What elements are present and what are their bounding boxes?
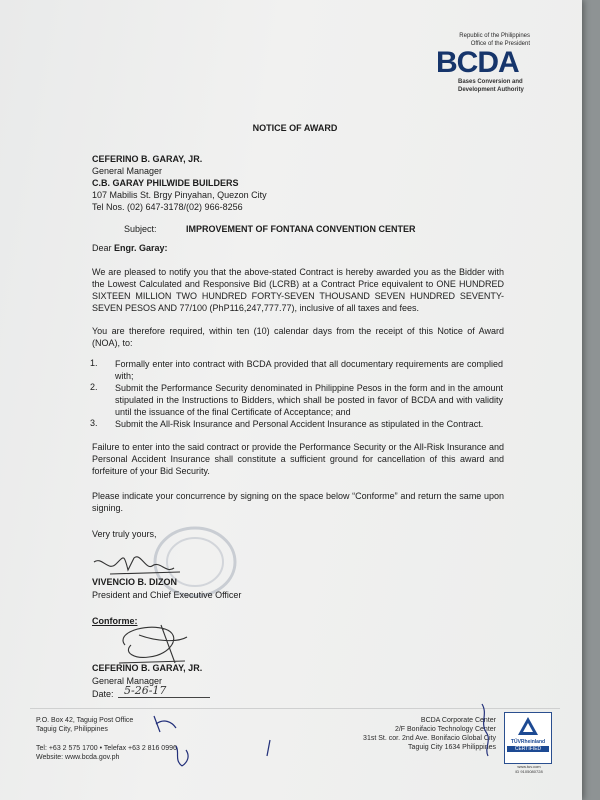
recipient-name: CEFERINO B. GARAY, JR.	[92, 154, 203, 164]
footer-building: 2/F Bonifacio Technology Center	[394, 726, 496, 733]
footer-city: Taguig City, Philippines	[36, 726, 108, 733]
paragraph-award: We are pleased to notify you that the above-stated Contract is hereby awarded you as the Bidder with the Lowest Calculated and Responsive Bid (LCRB) at a Contract Price equivalent to ONE HUNDRED SIXTEEN MILLION TWO HUNDRED FORTY-SEVEN THOUSAND SEVEN HUNDRED SEVENTY-SEVEN PESOS AND 77/100 (PhP116,247,777.77), inclusive of all taxes and fees.	[92, 267, 504, 313]
recipient-tel: Tel Nos. (02) 647-3178/(02) 966-8256	[92, 202, 243, 212]
certification-status: CERTIFIED	[507, 746, 549, 752]
paragraph-concurrence: Please indicate your concurrence by signing on the space below “Conforme” and return the same upon signing.	[92, 491, 504, 513]
org-line-1: Bases Conversion and	[458, 79, 523, 85]
conforme-name: CEFERINO B. GARAY, JR.	[92, 663, 203, 673]
salutation	[92, 242, 168, 254]
recipient-position: General Manager	[92, 166, 163, 176]
conforme-date-label: Date:	[92, 689, 114, 699]
certification-url: www.tuv.com	[517, 764, 541, 769]
paragraph-requirements: You are therefore required, within ten (10) calendar days from the receipt of this Notice of Award (NOA), to:	[92, 326, 504, 348]
signatory-title: President and Chief Executive Officer	[92, 590, 242, 600]
list-item-number: 2.	[90, 382, 98, 392]
logo-text: BCDA	[436, 46, 519, 79]
org-line-2: Development Authority	[458, 87, 524, 93]
paragraph-failure: Failure to enter into the said contract or provide the Performance Security or the All-Risk Insurance and Personal Accident Insurance shall constitute a sufficient ground for cancellation of this award and forfeiture of your Bid Security.	[92, 442, 504, 476]
list-item-text: Formally enter into contract with BCDA provided that all documentary requirements are complied with;	[115, 359, 503, 381]
footer-postal: Taguig City 1634 Philippines	[408, 744, 496, 751]
list-item-text: Submit the Performance Security denominated in Philippine Pesos in the form and in the amount stipulated in the Instructions to Bidders, which shall be posted in favor of BCDA and with validity until the issuance of the final Certificate of Acceptance; and	[115, 383, 503, 417]
republic-text: Republic of the Philippines	[459, 33, 530, 39]
certification-badge	[504, 712, 552, 764]
conforme-position: General Manager	[92, 676, 163, 686]
certification-mark	[505, 713, 551, 739]
list-item-text: Submit the All-Risk Insurance and Personal Accident Insurance as stipulated in the Contract.	[115, 419, 484, 429]
salutation-name: Engr. Garay:	[114, 243, 168, 253]
pen-mark-initial	[150, 712, 180, 736]
certification-info	[504, 764, 554, 774]
closing: Very truly yours,	[92, 529, 157, 539]
footer-po-box: P.O. Box 42, Taguig Post Office	[36, 717, 134, 724]
signatory-name: VIVENCIO B. DIZON	[92, 577, 178, 587]
date-line	[118, 697, 210, 698]
page-title: NOTICE OF AWARD	[252, 123, 338, 133]
footer-contact: Tel: +63 2 575 1700 • Telefax +63 2 816 0996	[36, 745, 177, 752]
office-text: Office of the President	[470, 41, 530, 47]
footer-street: 31st St. cor. 2nd Ave. Bonifacio Global City	[363, 735, 496, 742]
recipient-block	[92, 153, 392, 213]
recipient-company: C.B. GARAY PHILWIDE BUILDERS	[92, 178, 239, 188]
recipient-address: 107 Mabilis St. Brgy Pinyahan, Quezon City	[92, 190, 267, 200]
subject-text: IMPROVEMENT OF FONTANA CONVENTION CENTER	[186, 224, 416, 234]
subject-label: Subject:	[124, 224, 157, 234]
pen-mark-stroke	[262, 738, 276, 758]
certification-name: TÜVRheinland	[510, 739, 546, 745]
certification-id: ID 9105080728	[515, 769, 543, 774]
footer-right	[300, 716, 496, 752]
triangle-icon	[517, 716, 539, 736]
list-item-number: 3.	[90, 418, 98, 428]
bcda-logo	[436, 46, 519, 80]
conforme-date-value: 5-26-17	[124, 684, 167, 697]
conforme-label: Conforme:	[92, 616, 138, 626]
pen-mark-margin	[474, 700, 504, 760]
footer-website: Website: www.bcda.gov.ph	[36, 754, 120, 761]
pen-mark-scribble	[170, 742, 200, 772]
org-name	[458, 78, 524, 94]
list-item-number: 1.	[90, 358, 98, 368]
footer-corp-center: BCDA Corporate Center	[420, 717, 496, 724]
salutation-prefix: Dear	[92, 243, 115, 253]
